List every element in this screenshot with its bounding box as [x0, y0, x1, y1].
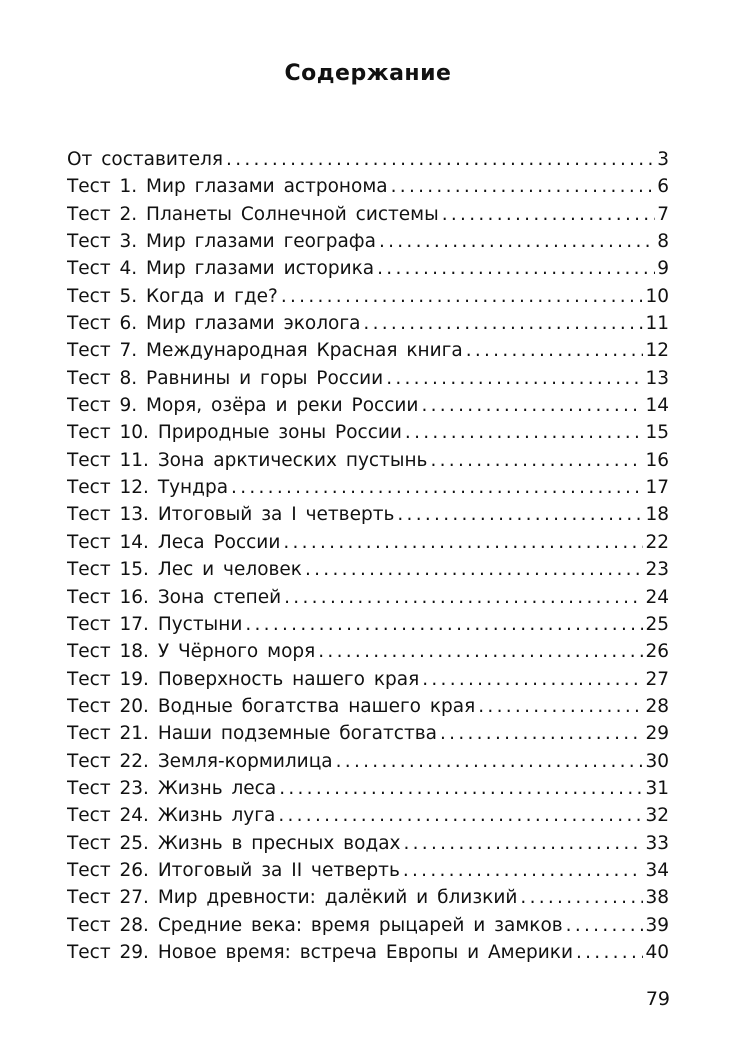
- toc-entry-page: 32: [645, 805, 669, 827]
- toc-entry: [67, 857, 669, 884]
- dot-leader: [440, 720, 643, 747]
- toc-entry-page: 10: [645, 285, 669, 307]
- dot-leader: [430, 447, 643, 474]
- dot-leader: [520, 884, 643, 911]
- toc-entry-title: Тест 27. Мир древности: далёкий и близкий: [67, 887, 518, 909]
- dot-leader: [284, 584, 643, 611]
- dot-leader: [403, 857, 644, 884]
- toc-entry-title: Тест 2. Планеты Солнечной системы: [67, 203, 439, 225]
- toc-entry-title: Тест 16. Зона степей: [67, 586, 282, 608]
- toc-entry: [67, 666, 669, 693]
- toc-entry-title: Тест 20. Водные богатства нашего края: [67, 695, 476, 717]
- toc-entry-title: Тест 14. Леса России: [67, 531, 281, 553]
- toc-entry: [67, 939, 669, 966]
- toc-entry: [67, 283, 669, 310]
- toc-entry-title: Тест 6. Мир глазами эколога: [67, 313, 361, 335]
- dot-leader: [421, 392, 643, 419]
- toc-entry-page: 11: [645, 313, 669, 335]
- dot-leader: [576, 939, 643, 966]
- dot-leader: [279, 775, 643, 802]
- toc-entry: [67, 337, 669, 364]
- toc-entry: [67, 638, 669, 665]
- toc-entry-page: 27: [645, 668, 669, 690]
- toc-entry-page: 6: [657, 176, 669, 198]
- toc-entry: [67, 310, 669, 337]
- dot-leader: [466, 337, 644, 364]
- dot-leader: [397, 501, 643, 528]
- toc-entry: [67, 830, 669, 857]
- toc-entry-title: Тест 9. Моря, озёра и реки России: [67, 395, 419, 417]
- toc-entry: [67, 365, 669, 392]
- toc-entry: [67, 802, 669, 829]
- page-title: Содержание: [284, 60, 452, 86]
- toc-entry-page: 3: [657, 149, 669, 170]
- toc-entry-title: Тест 10. Природные зоны России: [67, 422, 402, 444]
- toc-entry: [67, 611, 669, 638]
- toc-entry-title: Тест 11. Зона арктических пустынь: [67, 449, 428, 471]
- toc-entry: [67, 912, 669, 939]
- page-number: 79: [645, 988, 670, 1010]
- toc-entry-page: 17: [645, 477, 669, 499]
- toc-entry: [67, 447, 669, 474]
- dot-leader: [566, 912, 644, 939]
- toc-entry: [67, 693, 669, 720]
- toc-entry-page: 31: [645, 777, 669, 799]
- toc-entry-page: 38: [645, 887, 669, 909]
- toc-entry-title: Тест 17. Пустыни: [67, 613, 243, 635]
- toc-entry-title: Тест 22. Земля-кормилица: [67, 750, 333, 772]
- toc-entry: [67, 529, 669, 556]
- toc-entry-page: 8: [657, 231, 669, 253]
- toc-entry-title: Тест 7. Международная Красная книга: [67, 340, 463, 362]
- toc-entry-title: Тест 13. Итоговый за I четверть: [67, 504, 395, 526]
- toc-entry-title: Тест 29. Новое время: встреча Европы и Америки: [67, 941, 573, 963]
- toc-entry-page: 28: [645, 695, 669, 717]
- toc-entry: [67, 419, 669, 446]
- toc-entry-page: 14: [645, 395, 669, 417]
- toc-entry: [67, 228, 669, 255]
- toc-entry-title: Тест 12. Тундра: [67, 477, 229, 499]
- toc-entry: [67, 392, 669, 419]
- toc-entry-page: 15: [645, 422, 669, 444]
- toc-entry-page: 23: [645, 559, 669, 581]
- toc-entry-page: 22: [645, 531, 669, 553]
- toc-entry-title: Тест 3. Мир глазами географа: [67, 231, 376, 253]
- toc-entry: [67, 748, 669, 775]
- dot-leader: [281, 283, 644, 310]
- toc-entry: [67, 556, 669, 583]
- toc-entry-page: 40: [645, 941, 669, 963]
- dot-leader: [245, 611, 643, 638]
- toc-entry-title: Тест 23. Жизнь леса: [67, 777, 277, 799]
- dot-leader: [391, 173, 656, 200]
- dot-leader: [305, 556, 643, 583]
- toc-entry: [67, 146, 669, 173]
- toc-entry-page: 24: [645, 586, 669, 608]
- toc-entry: [67, 474, 669, 501]
- toc-entry-page: 33: [645, 832, 669, 854]
- toc-entry-page: 25: [645, 613, 669, 635]
- dot-leader: [403, 830, 643, 857]
- dot-leader: [386, 365, 643, 392]
- toc-entry-page: 13: [645, 367, 669, 389]
- toc-entry-page: 39: [645, 914, 669, 936]
- toc-entry: [67, 775, 669, 802]
- toc-entry-page: 34: [645, 859, 669, 881]
- toc-entry: [67, 255, 669, 282]
- toc-entry: [67, 501, 669, 528]
- dot-leader: [363, 310, 643, 337]
- toc-entry: [67, 584, 669, 611]
- toc-entry-page: 7: [657, 203, 669, 225]
- dot-leader: [379, 228, 655, 255]
- toc-entry-title: Тест 8. Равнины и горы России: [67, 367, 384, 389]
- toc-entry-title: Тест 5. Когда и где?: [67, 285, 278, 307]
- toc-entry-title: Тест 1. Мир глазами астронома: [67, 176, 388, 198]
- dot-leader: [226, 146, 655, 173]
- toc-entry-title: Тест 26. Итоговый за II четверть: [67, 859, 400, 881]
- toc-entry-page: 29: [645, 723, 669, 745]
- dot-leader: [422, 666, 643, 693]
- toc-entry-page: 30: [645, 750, 669, 772]
- dot-leader: [318, 638, 643, 665]
- table-of-contents: [67, 146, 669, 966]
- toc-entry-title: Тест 21. Наши подземные богатства: [67, 723, 437, 745]
- toc-entry: [67, 720, 669, 747]
- dot-leader: [405, 419, 644, 446]
- toc-entry-title: Тест 4. Мир глазами историка: [67, 258, 375, 280]
- dot-leader: [278, 802, 643, 829]
- dot-leader: [442, 201, 655, 228]
- dot-leader: [478, 693, 643, 720]
- toc-entry-title: Тест 15. Лес и человек: [67, 559, 302, 581]
- toc-entry-title: Тест 18. У Чёрного моря: [67, 641, 316, 663]
- toc-entry-page: 26: [645, 641, 669, 663]
- dot-leader: [377, 255, 655, 282]
- toc-entry: [67, 173, 669, 200]
- toc-entry-title: От составителя: [67, 149, 224, 170]
- toc-entry: [67, 201, 669, 228]
- toc-entry: [67, 884, 669, 911]
- toc-entry-title: Тест 19. Поверхность нашего края: [67, 668, 420, 690]
- dot-leader: [231, 474, 643, 501]
- toc-entry-page: 18: [645, 504, 669, 526]
- toc-entry-page: 9: [657, 258, 669, 280]
- toc-entry-title: Тест 28. Средние века: время рыцарей и замков: [67, 914, 563, 936]
- dot-leader: [336, 748, 644, 775]
- toc-entry-page: 12: [645, 340, 669, 362]
- toc-entry-page: 16: [645, 449, 669, 471]
- dot-leader: [283, 529, 643, 556]
- toc-entry-title: Тест 24. Жизнь луга: [67, 805, 276, 827]
- toc-entry-title: Тест 25. Жизнь в пресных водах: [67, 832, 401, 854]
